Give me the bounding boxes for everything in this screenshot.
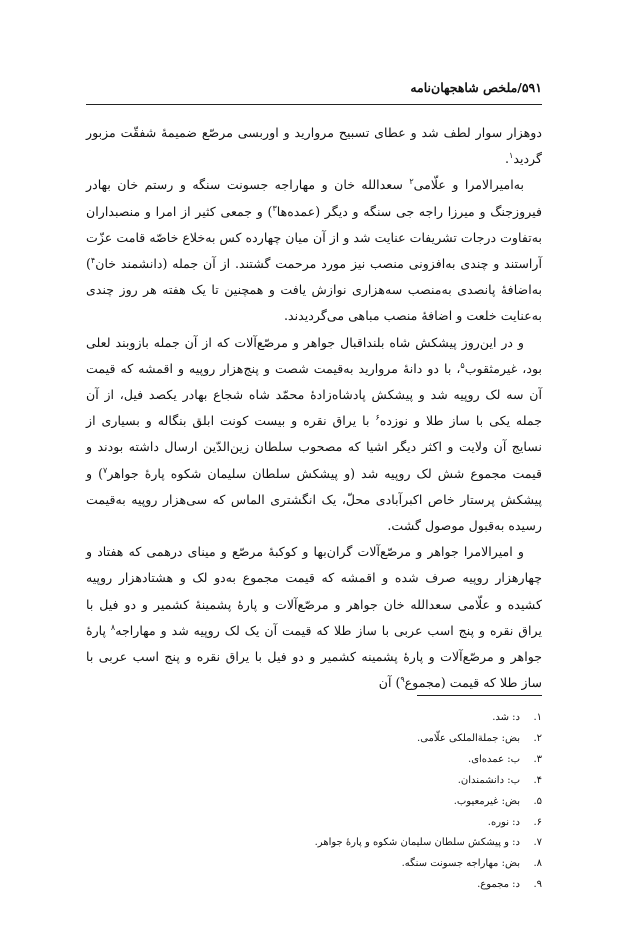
footnote-marker: ۵ [460, 360, 465, 370]
footnote-number: ۸. [533, 858, 542, 870]
footnote-text: د: و پیشکش سلطان سلیمان شکوه و پارۀ جواهر. [314, 837, 520, 849]
footnote-marker: ۳ [272, 203, 277, 213]
footnote-item [86, 729, 542, 750]
footnote-number: ۵. [533, 795, 542, 807]
running-header-title: ۵۹۱/ملخص شاهجهان‌نامه [410, 80, 542, 95]
footnote-item [86, 708, 542, 729]
text-run: و در این‌روز پیشکش شاه بلنداقبال جواهر و مرصّع‌آلات که از آن جمله بازوبند لعلی بود، غیرمثقوب [86, 334, 542, 376]
text-run: به‌امیرالامرا و علّامی [413, 177, 524, 193]
main-text [86, 120, 542, 696]
footnote-number: ۴. [533, 774, 542, 786]
text-run: ، با دو دانۀ مروارید به‌قیمت شصت و پنج‌هزار روپیه و اقمشه که قیمت آن سه لک روپیه شد و پیشکش پادشاه‌زادۀ محمّد شاه شجاع بهادر یکصد فیل، از آن جمله یکی با ساز طلا و نوزده [86, 360, 542, 429]
footnote-number: ۶. [533, 816, 542, 828]
footnote-text: بض: جملةالملکی علّامی. [417, 732, 520, 744]
text-run: با یراق نقره و بیست کونت ابلق بنگاله و بسیاری از نسایج آن ولایت و اکثر دیگر اشیا که مصحوب سلطان زین‌الدّین ارسال داشته بودند و قیمت مجموع شش لک روپیه شد (و پیشکش سلطان سلیمان شکوه پارۀ جواهر [86, 413, 542, 481]
footnote-item [86, 750, 542, 771]
text-run: سعدالله خان و مهاراجه جسونت سنگه و رستم خان بهادر فیروزجنگ و میرزا راجه جی سنگه و دیگر (عمده‌ها [86, 177, 542, 219]
text-run: ) و پیشکش پرستار خاص اکبرآبادی محلّ، یک انگشتری الماس که سی‌هزار روپیه به‌قیمت رسیده به‌قبول موصول گشت. [86, 465, 542, 534]
paragraph [86, 172, 542, 329]
footnote-text: د: شد. [492, 712, 520, 723]
text-run: دوهزار سوار لطف شد و عطای تسبیح مروارید و اوربسی مرصّع ضمیمۀ شفقّت مزبور گردید [86, 125, 542, 167]
footnote-separator [417, 695, 542, 696]
footnote-text: بض: مهاراجه جسونت سنگه. [401, 858, 520, 870]
footnote-item [86, 875, 542, 896]
footnote-number: ۹. [533, 879, 542, 891]
text-run: ) به‌اضافۀ پانصدی به‌منصب سه‌هزاری نوازش یافت و همچنین تا یک هفته هر روز چندی به‌عنایت خلعت و اضافۀ منصب مباهی می‌گردیدند. [86, 256, 542, 324]
footnote-text: بض: غیرمعیوب. [453, 795, 520, 807]
footnote-item [86, 833, 542, 854]
footnote-number: ۲. [533, 732, 542, 744]
text-run: . [505, 151, 510, 167]
footnote-text: د: نوره. [487, 816, 520, 828]
footnote-number: ۱. [533, 712, 542, 723]
footnote-marker: ۹ [400, 675, 405, 685]
footnote-item [86, 792, 542, 813]
footnote-marker: ۷ [103, 465, 108, 475]
paragraph [86, 120, 542, 172]
footnote-marker: ۲ [409, 177, 414, 187]
footnote-marker: ۶ [375, 413, 380, 423]
footnote-marker: ۴ [90, 255, 96, 265]
footnote-item [86, 854, 542, 875]
footnote-marker: ۸ [110, 622, 116, 632]
paragraph [86, 330, 542, 540]
text-run: ) و جمعی کثیر از امرا و منصبداران به‌تفاوت درجات تشریفات عنایت شد و از آن میان چهارده کس به‌خلاع خاصّه قامت عزّت آراستند و چندی به‌افزونی منصب نیز مورد مرحمت گشتند. از آن جمله (دانشمند خان [86, 203, 542, 272]
footnote-number: ۳. [533, 753, 542, 765]
footnotes-list [86, 708, 542, 896]
footnote-number: ۷. [533, 837, 542, 849]
footnote-item [86, 813, 542, 834]
text-run: ) آن [378, 675, 401, 691]
running-header [86, 80, 542, 105]
footnote-text: ب: عمده‌ای. [468, 753, 520, 765]
text-run: و امیرالامرا جواهر و مرصّع‌آلات گران‌بها و کوکبۀ مرصّع و مینای درهمی که هفتاد و چهارهزار روپیه صرف شده و اقمشه که قیمت مجموع به‌دو لک و هشتادهزار روپیه کشیده و علّامی سعدالله خان جواهر و مرصّع‌آلات و پارۀ پشمینۀ کشمیر و دو فیل با یراق نقره و پنج اسب عربی با ساز طلا که قیمت آن یک لک روپیه شد و مهاراجه [86, 544, 542, 638]
footnote-text: د: مجموع. [477, 879, 520, 891]
footnote-marker: ۱ [509, 151, 514, 161]
text-run: پارۀ جواهر و مرصّع‌آلات و پارۀ پشمینه کشمیر و دو فیل با یراق نقره و پنج اسب عربی با ساز طلا که قیمت (مجموع [86, 622, 542, 691]
footnote-item [86, 771, 542, 792]
footnote-text: ب: دانشمندان. [457, 774, 520, 786]
paragraph [86, 539, 542, 696]
